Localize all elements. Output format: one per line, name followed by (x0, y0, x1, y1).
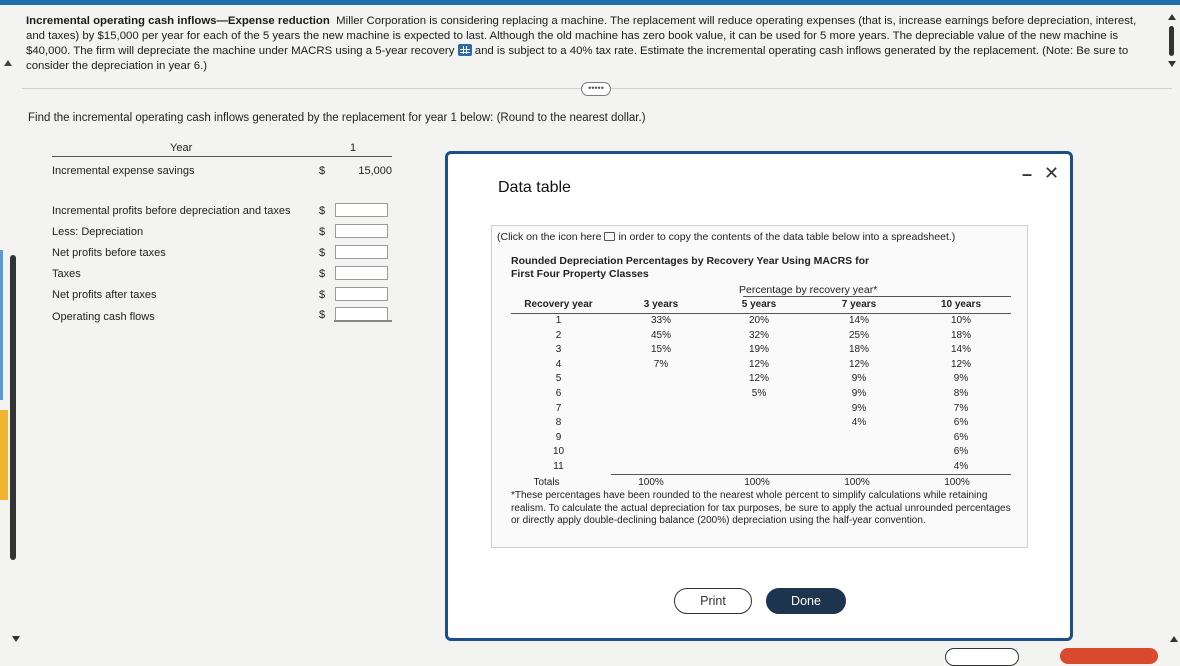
taxes-input[interactable] (335, 266, 388, 280)
net-profits-before-taxes-input[interactable] (335, 245, 388, 259)
instruction-text: Find the incremental operating cash inflows generated by the replacement for year 1 below: (Round to the nearest dollar.) (28, 112, 646, 124)
table-cell: 45% (650, 329, 671, 341)
table-cell: 6% (953, 417, 969, 429)
dollar-sign: $ (319, 309, 326, 321)
row-label: Operating cash flows (52, 311, 155, 323)
table-cell: 5% (751, 388, 767, 399)
copy-text-before: (Click on the icon here (497, 231, 602, 243)
row-label: Net profits after taxes (52, 289, 157, 301)
table-cell: 5 (555, 373, 562, 385)
table-cell: 19% (748, 344, 769, 356)
table-row (511, 373, 1011, 388)
data-table-icon[interactable] (458, 44, 472, 56)
table-cell: 8 (555, 417, 562, 429)
left-scrollbar-thumb[interactable] (10, 255, 16, 560)
table-cell: 12% (748, 358, 769, 370)
row-label: Incremental profits before depreciation and taxes (52, 205, 291, 217)
table-row (511, 344, 1011, 359)
table-cell: 100% (844, 477, 870, 488)
row-expense-savings (52, 163, 394, 181)
table-cell: 12% (748, 373, 769, 385)
table-cell: 9% (851, 402, 867, 414)
table-cell: 9% (851, 373, 867, 385)
question-body-part1: Miller Corporation is considering replacing a machine. The replacement will reduce operating expenses (that is, increase earnings before depreciation, interest, and taxes) by $15,000 per year for each of the 5 years the new machine is expected to last. Although the old machine has zero book value, it can be used for 5 more years. The depreciable value of the new machine is $40,000. The firm will depreciate the machine under MACRS using a 5-year recovery (26, 15, 1137, 57)
copy-to-spreadsheet-icon[interactable] (604, 232, 615, 241)
table-cell: 7% (653, 358, 669, 370)
table-row (511, 388, 1011, 403)
print-button[interactable]: Print (674, 588, 752, 614)
table-cell: 14% (848, 315, 869, 326)
depreciation-input[interactable] (335, 224, 388, 238)
header-rule (52, 156, 392, 157)
left-edge-highlight (0, 410, 8, 500)
table-cell: 2 (555, 329, 562, 341)
table-cell: 10% (950, 315, 971, 326)
table-cell: 8% (953, 388, 969, 399)
row-label: Less: Depreciation (52, 226, 144, 238)
header-rule (511, 313, 1011, 314)
question-text (26, 14, 1156, 74)
column-header: 10 years (940, 299, 982, 310)
table-header-row (511, 299, 1011, 313)
table-footnote: *These percentages have been rounded to the nearest whole percent to simplify calculations while retaining realism. To calculate the actual depreciation for tax purposes, be sure to apply the actual unrounded percentages or directly apply double-declining balance (200%) depreciation using the half-year convention. (511, 490, 1011, 526)
dollar-sign: $ (319, 247, 326, 259)
table-row (511, 432, 1011, 447)
table-cell: 4 (555, 358, 562, 370)
table-cell: 100% (744, 477, 770, 488)
row-net-profits-after-taxes (52, 287, 394, 305)
table-cell: 15% (650, 344, 671, 356)
profits-before-dep-input[interactable] (335, 203, 388, 217)
table-row (511, 403, 1011, 418)
table-row (511, 330, 1011, 345)
table-row (511, 417, 1011, 432)
top-accent-bar (0, 0, 1180, 5)
table-row (511, 446, 1011, 461)
collapse-down-icon[interactable] (12, 636, 20, 642)
totals-rule (611, 474, 1011, 475)
minimize-icon[interactable]: – (1022, 164, 1033, 184)
total-rule (334, 320, 392, 322)
table-cell: 6% (953, 431, 969, 443)
table-cell: 32% (748, 329, 769, 341)
dollar-sign: $ (319, 289, 326, 301)
table-cell: 4% (851, 417, 867, 429)
year-number: 1 (350, 142, 357, 154)
right-scrollbar[interactable] (1168, 14, 1176, 70)
column-header: 7 years (841, 299, 877, 310)
table-cell: 100% (944, 477, 970, 488)
table-title: Rounded Depreciation Percentages by Recovery Year Using MACRS for First Four Property Classes (511, 255, 870, 280)
table-cell: 6% (953, 446, 969, 458)
question-body-part2: and is subject to a 40% tax rate. Estimate the incremental operating cash inflows generated by the replacement. (Note: Be sure to consider the depreciation in year 6.) (26, 45, 1129, 72)
copy-text-after: in order to copy the contents of the data table below into a spreadsheet.) (618, 231, 956, 243)
table-cell: 25% (848, 329, 869, 341)
worksheet (52, 142, 394, 323)
column-header: Recovery year (524, 299, 593, 310)
bottom-outline-button[interactable] (945, 648, 1019, 666)
dollar-sign: $ (319, 165, 326, 177)
table-cell: 18% (950, 329, 971, 341)
table-cell: 7 (555, 402, 562, 414)
scroll-thumb[interactable] (1169, 26, 1174, 56)
table-row (511, 359, 1011, 374)
year-label: Year (170, 142, 193, 154)
copy-instruction (497, 231, 955, 243)
table-cell: 9% (851, 388, 867, 399)
table-cell: 100% (638, 477, 664, 488)
table-cell: 18% (848, 344, 869, 356)
table-cell: 9 (555, 431, 562, 443)
row-taxes (52, 266, 394, 284)
row-net-profits-before-taxes (52, 245, 394, 263)
row-depreciation (52, 224, 394, 242)
table-cell: 12% (950, 358, 971, 370)
table-cell: Totals (533, 477, 560, 488)
collapse-up-icon[interactable] (4, 60, 12, 66)
row-label: Net profits before taxes (52, 247, 166, 259)
row-label: Taxes (52, 268, 81, 280)
percentage-header: Percentage by recovery year* (739, 284, 878, 296)
dialog-title: Data table (498, 179, 571, 196)
data-table-dialog (445, 151, 1073, 641)
data-table-panel (491, 225, 1028, 548)
table-cell: 7% (953, 402, 969, 414)
table-cell: 9% (953, 373, 969, 385)
table-cell: 6 (555, 388, 562, 399)
row-profits-before-dep (52, 203, 394, 221)
percentage-header-rule (743, 296, 1011, 297)
row-value: 15,000 (358, 165, 392, 177)
table-cell: 33% (650, 315, 671, 326)
dollar-sign: $ (319, 205, 326, 217)
done-button[interactable]: Done (766, 588, 846, 614)
table-cell: 14% (950, 344, 971, 356)
table-cell: 1 (555, 315, 562, 326)
question-title: Incremental operating cash inflows—Expense reduction (26, 15, 330, 27)
table-cell: 10 (552, 446, 565, 458)
table-cell: 11 (553, 461, 564, 472)
column-header: 5 years (741, 299, 777, 310)
table-cell: 4% (953, 461, 969, 472)
dollar-sign: $ (319, 226, 326, 238)
table-row (511, 315, 1011, 330)
net-profits-after-taxes-input[interactable] (335, 287, 388, 301)
table-cell: 3 (555, 344, 562, 356)
row-label: Incremental expense savings (52, 165, 195, 177)
bottom-action-button[interactable] (1060, 648, 1158, 664)
table-cell: 12% (848, 358, 869, 370)
scroll-up-icon[interactable] (1168, 14, 1176, 20)
close-icon[interactable]: ✕ (1044, 163, 1060, 183)
scroll-down-icon[interactable] (1168, 61, 1176, 67)
operating-cash-flows-input[interactable] (335, 307, 388, 321)
table-cell: 20% (748, 315, 769, 326)
expand-button[interactable]: ••••• (581, 82, 611, 96)
column-header: 3 years (643, 299, 679, 310)
dollar-sign: $ (319, 268, 326, 280)
left-edge-accent (0, 250, 3, 400)
corner-up-icon[interactable] (1170, 636, 1178, 642)
